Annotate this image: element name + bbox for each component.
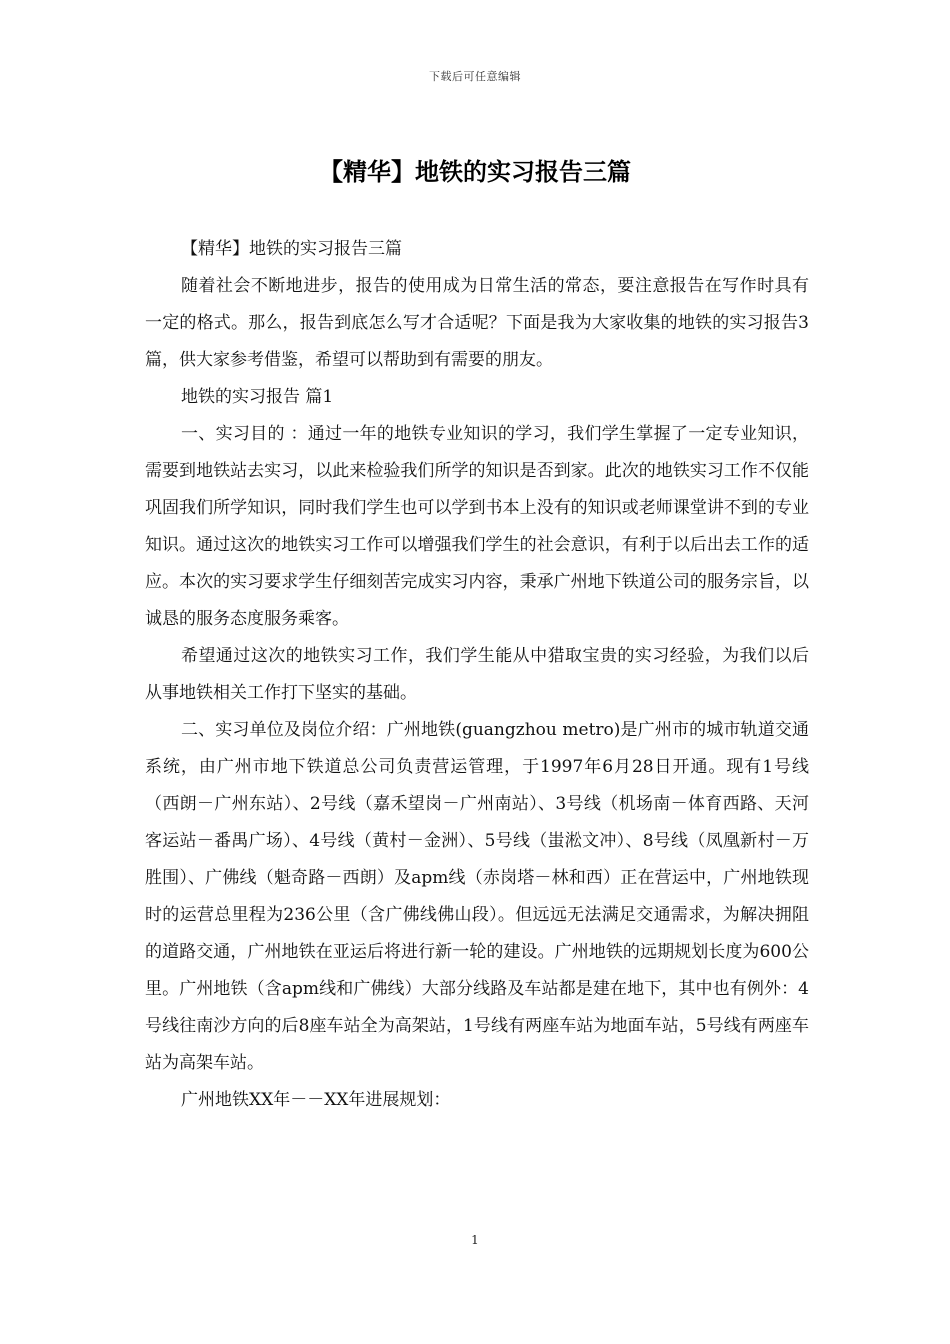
section-heading-part1: 地铁的实习报告 篇1 [181, 387, 334, 407]
paragraph-subtitle: 【精华】地铁的实习报告三篇 [181, 239, 402, 259]
paragraph-intro: 随着社会不断地进步，报告的使用成为日常生活的常态，要注意报告在写作时具有一定的格式。那么，报告到底怎么写才合适呢？下面是我为大家收集的地铁的实习报告3篇，供大家参考借鉴，希望可以帮助到有需要的朋友。 [145, 276, 809, 370]
document-title: 【精华】地铁的实习报告三篇 [319, 158, 631, 186]
page-number: 1 [471, 1233, 479, 1247]
paragraph-internship-purpose: 一、实习目的 ：通过一年的地铁专业知识的学习，我们学生掌握了一定专业知识，需要到地铁站去实习，以此来检验我们所学的知识是否到家。此次的地铁实习工作不仅能巩固我们所学知识，同时我们学生也可以学到书本上没有的知识或老师课堂讲不到的专业知识。通过这次的地铁实习工作可以增强我们学生的社会意识，有利于以后出去工作的适应。本次的实习要求学生仔细刻苦完成实习内容，秉承广州地下铁道公司的服务宗旨，以诚恳的服务态度服务乘客。 [145, 424, 809, 629]
document-body [145, 231, 809, 1119]
header-note: 下载后可任意编辑 [429, 70, 521, 83]
paragraph-hope: 希望通过这次的地铁实习工作，我们学生能从中猎取宝贵的实习经验，为我们以后从事地铁相关工作打下坚实的基础。 [145, 646, 809, 703]
paragraph-unit-introduction: 二、实习单位及岗位介绍：广州地铁(guangzhou metro)是广州市的城市轨道交通系统，由广州市地下铁道总公司负责营运管理，于1997年6月28日开通。现有1号线（西朗－广州东站）、2号线（嘉禾望岗－广州南站）、3号线（机场南－体育西路、天河客运站－番禺广场）、4号线（黄村－金洲）、5号线（蚩淞文冲）、8号线（凤凰新村－万胜围）、广佛线（魁奇路－西朗）及apm线（赤岗塔－林和西）正在营运中，广州地铁现时的运营总里程为236公里（含广佛线佛山段）。但远远无法满足交通需求，为解决拥阻的道路交通，广州地铁在亚运后将进行新一轮的建设。广州地铁的远期规划长度为600公里。广州地铁（含apm线和广佛线）大部分线路及车站都是建在地下，其中也有例外：4号线往南沙方向的后8座车站全为高架站，1号线有两座车站为地面车站，5号线有两座车站为高架车站。 [145, 720, 809, 1073]
paragraph-development-plan: 广州地铁XX年－－XX年进展规划： [181, 1090, 451, 1110]
